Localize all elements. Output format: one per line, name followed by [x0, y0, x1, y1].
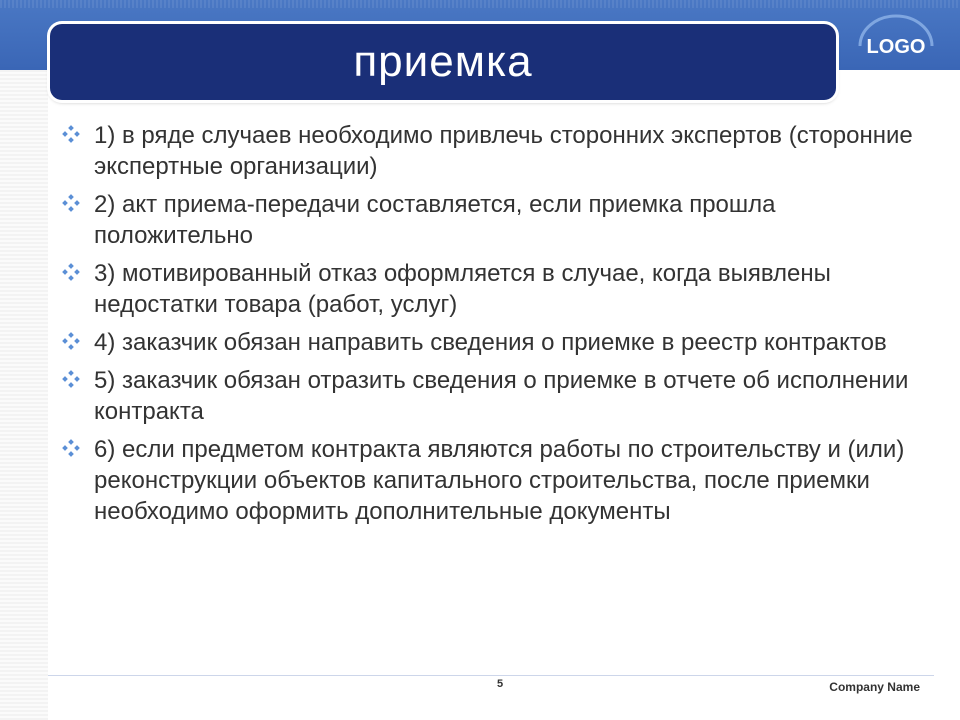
header-stripes	[0, 0, 960, 8]
list-item	[58, 258, 918, 320]
bullet-text: 1) в ряде случаев необходимо привлечь сторонних экспертов (сторонние экспертные организации)	[94, 122, 913, 180]
bullet-text: 3) мотивированный отказ оформляется в случае, когда выявлены недостатки товара (работ, услуг)	[94, 260, 831, 318]
list-item	[58, 189, 918, 251]
left-stripe-decoration	[0, 70, 48, 720]
bullet-text: 2) акт приема-передачи составляется, если приемка прошла положительно	[94, 191, 776, 249]
page-number: 5	[496, 678, 504, 690]
list-item	[58, 327, 918, 358]
company-name: Company Name	[829, 680, 920, 694]
diamond-bullet-icon	[58, 189, 94, 213]
diamond-bullet-icon	[58, 258, 94, 282]
bullet-text: 5) заказчик обязан отразить сведения о приемке в отчете об исполнении контракта	[94, 367, 909, 425]
diamond-bullet-icon	[58, 434, 94, 458]
logo	[856, 12, 936, 72]
slide-title: приемка	[353, 37, 533, 86]
logo-text: LOGO	[866, 36, 926, 58]
diamond-bullet-icon	[58, 365, 94, 389]
diamond-bullet-icon	[58, 120, 94, 144]
list-item	[58, 434, 918, 527]
bullet-list	[58, 120, 918, 534]
bullet-text: 4) заказчик обязан направить сведения о приемке в реестр контрактов	[94, 329, 887, 356]
diamond-bullet-icon	[58, 327, 94, 351]
list-item	[58, 365, 918, 427]
bullet-text: 6) если предметом контракта являются работы по строительству и (или) реконструкции объектов капитального строительства, после приемки необходимо оформить дополнительные документы	[94, 436, 905, 525]
footer-divider	[48, 675, 934, 676]
title-bar	[50, 24, 836, 100]
list-item	[58, 120, 918, 182]
